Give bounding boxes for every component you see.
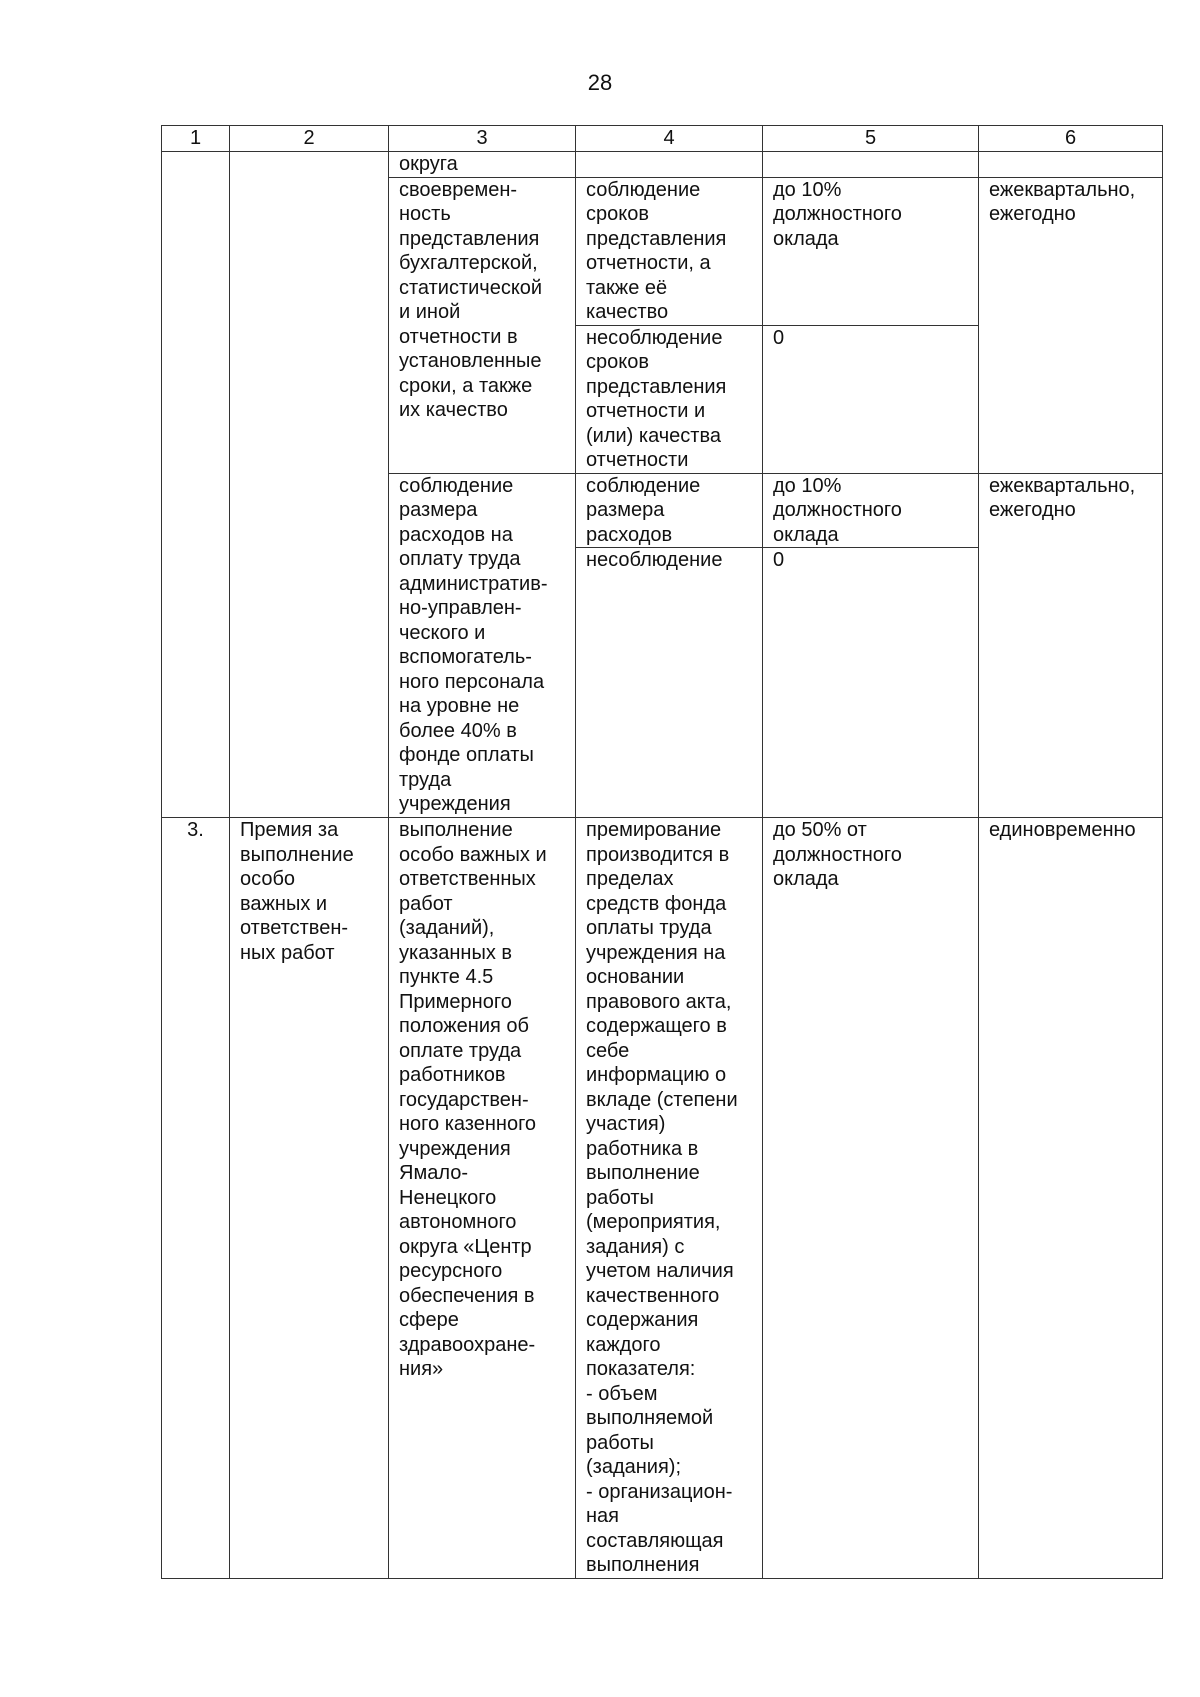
- cell-indicator-continuation: округа: [389, 152, 576, 178]
- cell-continuation-col2: [230, 152, 389, 818]
- cell-criterion-noncompliance: несоблюдение сроков представления отчетности и (или) качества отчетности: [576, 325, 763, 473]
- cell-criterion-bonus: премирование производится в пределах средств фонда оплаты труда учреждения на основании правового акта, содержащего в себе информацию о вкладе (степени участия) работника в выполнение работы (мероприятия, задания) с учетом наличия качественного содержания каждого показателя: - объем выполняемой работы (задания); - организацион- ная составляющая выполнения: [576, 818, 763, 1579]
- column-header-2: 2: [230, 126, 389, 152]
- cell-indicator-important-work: выполнение особо важных и ответственных работ (заданий), указанных в пункте 4.5 Примерного положения об оплате труда работников государствен- ного казенного учреждения Ямало- Ненецкого автономного округа «Центр ресурсного обеспечения в сфере здравоохране- ния»: [389, 818, 576, 1579]
- cell-amount-up-to-10: до 10% должностного оклада: [763, 177, 979, 325]
- table-header-row: [162, 126, 1163, 152]
- table-row: [162, 152, 1163, 178]
- column-header-1: 1: [162, 126, 230, 152]
- cell-criterion-empty: [576, 152, 763, 178]
- bonus-criteria-table: [161, 125, 1163, 1579]
- cell-criterion-expense-compliance: соблюдение размера расходов: [576, 473, 763, 548]
- cell-criterion-compliance: соблюдение сроков представления отчетности, а также её качество: [576, 177, 763, 325]
- cell-period-empty: [979, 152, 1163, 178]
- column-header-3: 3: [389, 126, 576, 152]
- column-header-5: 5: [763, 126, 979, 152]
- cell-row-number: 3.: [162, 818, 230, 1579]
- cell-period-quarterly: ежеквартально, ежегодно: [979, 177, 1163, 473]
- column-header-6: 6: [979, 126, 1163, 152]
- cell-criterion-expense-noncompliance: несоблюдение: [576, 548, 763, 818]
- cell-amount-zero: 0: [763, 325, 979, 473]
- cell-continuation-col1: [162, 152, 230, 818]
- column-header-4: 4: [576, 126, 763, 152]
- cell-amount-up-to-10: до 10% должностного оклада: [763, 473, 979, 548]
- cell-period-one-time: единовременно: [979, 818, 1163, 1579]
- cell-indicator-payroll: соблюдение размера расходов на оплату труда административ- но-управлен- ческого и вспомогатель- ного персонала на уровне не более 40% в фонде оплаты труда учреждения: [389, 473, 576, 818]
- cell-amount-up-to-50: до 50% от должностного оклада: [763, 818, 979, 1579]
- cell-indicator-reporting: своевремен- ность представления бухгалтерской, статистической и иной отчетности в установленные сроки, а также их качество: [389, 177, 576, 473]
- page-number: 28: [587, 70, 613, 95]
- cell-payment-type: Премия за выполнение особо важных и ответствен- ных работ: [230, 818, 389, 1579]
- table-row: [162, 818, 1163, 1579]
- cell-amount-zero: 0: [763, 548, 979, 818]
- cell-period-quarterly: ежеквартально, ежегодно: [979, 473, 1163, 818]
- cell-amount-empty: [763, 152, 979, 178]
